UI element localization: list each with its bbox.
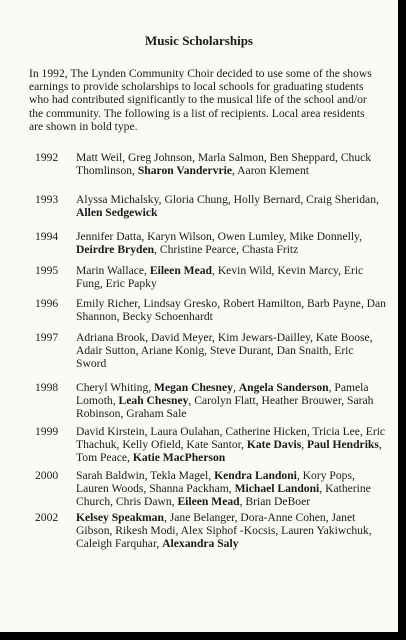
local-recipient-name: Kate Davis [246,438,302,452]
entry-recipients [76,230,386,256]
local-recipient-name: Eileen Mead [177,495,240,509]
local-recipient-name: Michael Landoni [234,482,320,496]
scholarship-entry [0,381,398,425]
recipient-names: , Brian DeBoer [239,495,311,509]
entry-year: 1994 [35,230,59,243]
intro-paragraph: In 1992, The Lynden Community Choir decided to use some of the shows earnings to provide scholarships to local schools for graduating students who had contributed significantly to the musical life of the school and/or the community. The following is a list of recipients. Local area residents are shown in bold type. [29,67,372,133]
local-recipient-name: Leah Chesney [118,394,189,408]
local-recipient-name: Allen Sedgewick [76,206,158,220]
scholarship-entry [0,151,398,193]
recipient-names: , Christine Pearce, Chasta Fritz [154,243,299,257]
recipient-names: , Carolyn Flatt, Heather Brouwer, Sarah Robinson, Graham Sale [76,394,374,421]
local-recipient-name: Kendra Landoni [214,469,297,482]
entry-recipients [76,511,386,551]
recipient-names: David Kirstein, Laura Oulahan, Catherine Hicken, Tricia Lee, Eric Thachuk, Kelly Ofield, Kate Santor, [76,425,386,452]
recipient-names: , [301,438,308,452]
entry-year: 2000 [35,469,59,482]
recipient-names: , [232,381,239,394]
recipient-list [0,151,398,555]
entry-year: 2002 [35,511,59,524]
local-recipient-name: Deirdre Bryden [76,243,155,257]
entry-recipients [76,193,386,219]
recipient-names: Sarah Baldwin, Tekla Magel, [76,469,215,482]
recipient-names: , Kory Pops, Lauren Woods, Shanna Packham, [76,469,355,496]
scholarship-entry [0,331,398,381]
scholarship-entry [0,193,398,230]
entry-year: 1995 [35,264,59,277]
local-recipient-name: Eileen Mead [149,264,213,277]
recipient-names: Marin Wallace, [76,264,150,277]
entry-year: 1999 [35,425,59,438]
entry-recipients [76,297,386,323]
entry-recipients [76,381,386,421]
scholarship-entry [0,297,398,331]
scholarship-entry [0,425,398,469]
scholarship-entry [0,230,398,264]
scholarship-entry [0,511,398,555]
scholarship-entry [0,469,398,511]
local-recipient-name: Alexandra Saly [162,537,239,551]
recipient-names: , Kevin Wild, Kevin Marcy, Eric Fung, Eric Papky [76,264,364,291]
entry-year: 1996 [35,297,59,310]
local-recipient-name: Angela Sanderson [238,381,329,394]
entry-recipients [76,331,386,371]
local-recipient-name: Paul Hendriks [307,438,379,452]
entry-recipients [76,469,386,509]
entry-year: 1997 [35,331,59,344]
scholarship-entry [0,264,398,297]
recipient-names: Emily Richer, Lindsay Gresko, Robert Hamilton, Barb Payne, Dan Shannon, Becky Schoenhardt [76,297,386,324]
local-recipient-name: Katie MacPherson [132,451,226,465]
recipient-names: , Pamela Lomoth, [76,381,369,408]
recipient-names: , Jane Belanger, Dora-Anne Cohen, Janet Gibson, Rikesh Modi, Alex Siphof -Kocsis, Lauren Yakiwchuk, Caleigh Farquhar, [76,511,372,551]
entry-recipients [76,151,386,177]
local-recipient-name: Sharon Vandervrie [137,164,233,178]
entry-recipients [76,425,386,465]
local-recipient-name: Megan Chesney [154,381,233,394]
entry-year: 1993 [35,193,59,206]
local-recipient-name: Kelsey Speakman [76,511,164,524]
recipient-names: Matt Weil, Greg Johnson, Marla Salmon, Ben Sheppard, Chuck Thomlinson, [76,151,372,178]
recipient-names: Adriana Brook, David Meyer, Kim Jewars-Dailley, Kate Boose, Adair Sutton, Ariane Konig, Steve Durant, Dan Snaith, Eric Sword [76,331,373,371]
recipient-names: Alyssa Michalsky, Gloria Chung, Holly Bernard, Craig Sheridan, [76,193,379,206]
recipient-names: , Tom Peace, [76,438,382,465]
entry-recipients [76,264,386,290]
recipient-names: , Aaron Klement [232,164,309,178]
recipient-names: Cheryl Whiting, [76,381,155,394]
entry-year: 1998 [35,381,59,394]
page-title: Music Scholarships [145,33,253,48]
recipient-names: , Katherine Church, Chris Dawn, [76,482,371,509]
entry-year: 1992 [35,151,59,164]
recipient-names: Jennifer Datta, Karyn Wilson, Owen Lumley, Mike Donnelly, [76,230,362,243]
